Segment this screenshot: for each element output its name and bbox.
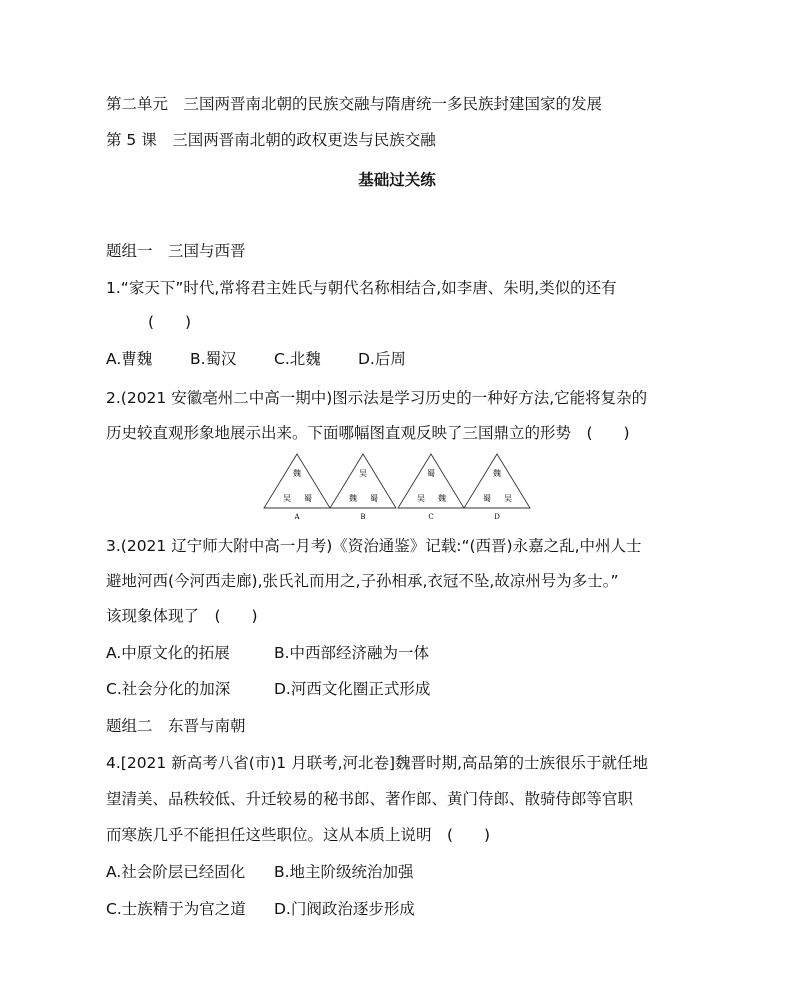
option-c[interactable]: C.社会分化的加深 [106, 680, 231, 698]
triangle-d-top: 魏 [493, 469, 501, 478]
triangle-d-label: D [494, 513, 500, 521]
option-c[interactable]: C.士族精于为官之道 [106, 900, 246, 918]
question-3-line-1: 3.(2021 辽宁师大附中高一月考)《资治通鉴》记载:“(西晋)永嘉之乱,中州人士 [106, 537, 642, 555]
triangle-b-label: B [360, 513, 366, 521]
question-4-line-3: 而寒族几乎不能担任这些职位。这从本质上说明 ( ) [106, 826, 491, 844]
triangle-diagram-a [264, 454, 330, 521]
question-3-line-2: 避地河西(今河西走廊),张氏礼而用之,子孙相承,衣冠不坠,故凉州号为多士。” [106, 572, 619, 590]
question-4-options-row-1 [106, 862, 414, 882]
triangle-c-label: C [428, 513, 434, 521]
triangle-a-label: A [294, 513, 300, 521]
question-2-line-2: 历史较直观形象地展示出来。下面哪幅图直观反映了三国鼎立的形势 ( ) [106, 424, 630, 442]
triangle-d-left: 蜀 [483, 494, 491, 503]
question-2-line-1: 2.(2021 安徽亳州二中高一期中)图示法是学习历史的一种好方法,它能将复杂的 [106, 389, 648, 407]
question-3-line-3: 该现象体现了 ( ) [106, 607, 258, 625]
question-4-options-row-2 [106, 899, 415, 919]
triangle-b-left: 魏 [349, 494, 357, 503]
triangle-b-right: 蜀 [370, 494, 378, 503]
triangle-a-right: 蜀 [304, 494, 312, 503]
question-1-answer-blank: ( ) [148, 313, 192, 331]
lesson-title: 第 5 课 三国两晋南北朝的政权更迭与民族交融 [106, 131, 436, 149]
triangle-diagram-b [330, 454, 396, 521]
question-3-options-row-1 [106, 643, 429, 663]
option-d[interactable]: D.门阀政治逐步形成 [274, 900, 415, 918]
triangle-diagrams [262, 452, 532, 522]
triangle-diagram-c [398, 454, 464, 521]
option-d[interactable]: D.后周 [358, 350, 406, 368]
section-title: 基础过关练 [358, 171, 436, 189]
triangle-diagram-d [464, 454, 530, 521]
triangle-a-left: 吴 [283, 494, 291, 503]
triangle-b-top: 吴 [359, 469, 367, 478]
option-b[interactable]: B.蜀汉 [190, 350, 237, 368]
triangle-c-top: 蜀 [427, 469, 435, 478]
option-c[interactable]: C.北魏 [274, 350, 321, 368]
option-a[interactable]: A.社会阶层已经固化 [106, 863, 246, 881]
group-title-1: 题组一 三国与西晋 [106, 242, 246, 260]
option-b[interactable]: B.地主阶级统治加强 [274, 863, 414, 881]
question-1-line-1: 1.“家天下”时代,常将君主姓氏与朝代名称相结合,如李唐、朱明,类似的还有 [106, 279, 617, 297]
triangle-c-left: 吴 [417, 494, 425, 503]
option-d[interactable]: D.河西文化圈正式形成 [274, 680, 431, 698]
question-3-options-row-2 [106, 679, 430, 699]
option-a[interactable]: A.中原文化的拓展 [106, 644, 230, 662]
option-a[interactable]: A.曹魏 [106, 350, 153, 368]
option-b[interactable]: B.中西部经济融为一体 [274, 644, 430, 662]
question-4-line-2: 望清美、品秩较低、升迁较易的秘书郎、著作郎、黄门侍郎、散骑侍郎等官职 [106, 790, 634, 808]
question-4-line-1: 4.[2021 新高考八省(市)1 月联考,河北卷]魏晋时期,高品第的士族很乐于就任地 [106, 754, 648, 772]
unit-title: 第二单元 三国两晋南北朝的民族交融与隋唐统一多民族封建国家的发展 [106, 95, 603, 113]
triangle-a-top: 魏 [293, 469, 301, 478]
group-title-2: 题组二 东晋与南朝 [106, 717, 246, 735]
triangle-d-right: 吴 [504, 494, 512, 503]
question-1-options [106, 349, 406, 369]
triangle-c-right: 魏 [438, 494, 446, 503]
